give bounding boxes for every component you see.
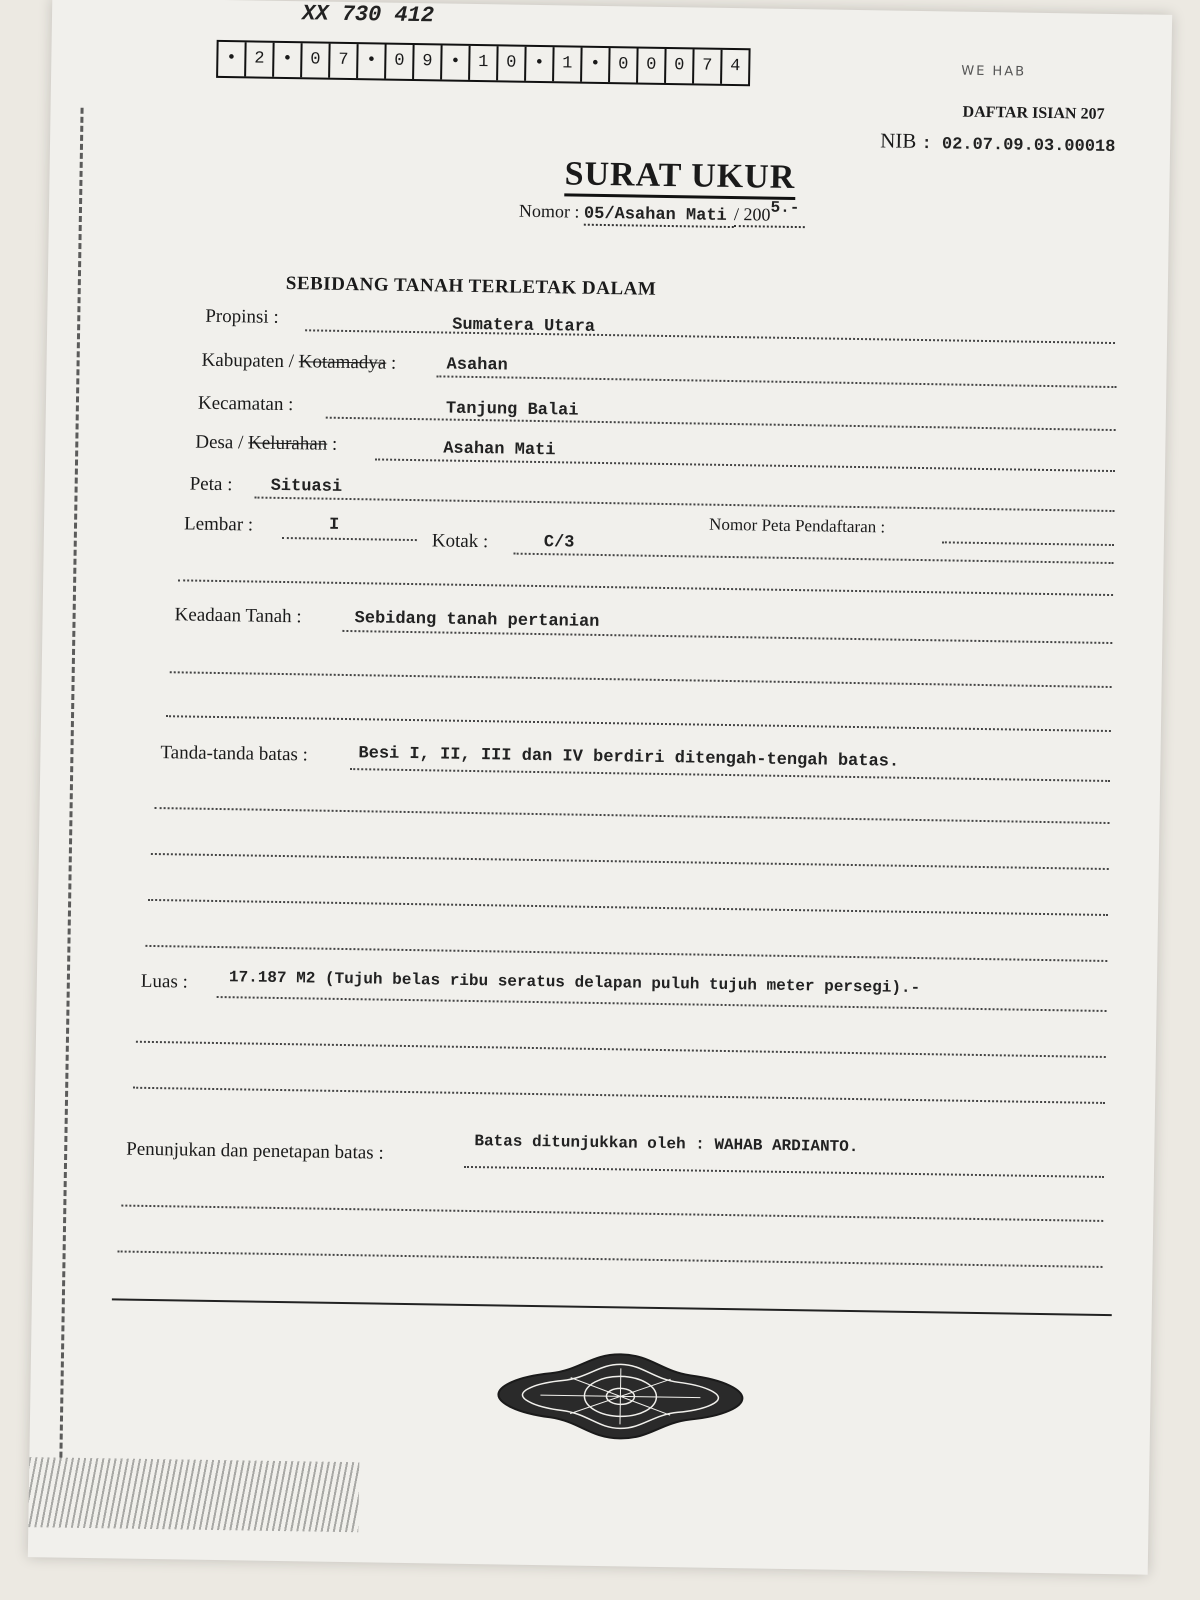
- nomor-year: [733, 198, 806, 228]
- blank-line-2: [170, 671, 1112, 688]
- kabupaten-line: [436, 375, 1116, 388]
- kecamatan-line: [326, 417, 1116, 431]
- desa-colon: :: [331, 433, 338, 455]
- handwritten-note: XX 730 412: [301, 1, 435, 29]
- luas-label: Luas :: [140, 970, 189, 993]
- document-title: SURAT UKUR: [564, 155, 795, 200]
- nomor-label: Nomor :: [518, 200, 580, 222]
- nib-box-cell: 9: [414, 45, 443, 79]
- tanda-label: Tanda-tanda batas :: [160, 742, 309, 766]
- lembar-value: I: [328, 515, 340, 535]
- nib-box-cell: •: [358, 44, 387, 78]
- document-page: [28, 0, 1172, 1575]
- ink-smudge: [28, 1457, 359, 1532]
- nib-value: : 02.07.09.03.00018: [921, 134, 1116, 158]
- nib-box-cell: 0: [302, 43, 331, 77]
- form-id: DAFTAR ISIAN 207: [962, 103, 1105, 123]
- nib-box-cell: •: [442, 45, 471, 79]
- closing-rule: [112, 1298, 1112, 1316]
- blank-line-10: [121, 1205, 1103, 1222]
- nib-box-cell: 0: [610, 48, 639, 82]
- desa-line: [375, 458, 1115, 472]
- kotak-value: C/3: [543, 533, 575, 553]
- nomor-peta-label: Nomor Peta Pendaftaran :: [708, 514, 886, 537]
- nib-box-cell: •: [526, 47, 555, 81]
- kecamatan-value: Tanjung Balai: [445, 399, 579, 421]
- nomor-year-suffix: 5.-: [770, 198, 800, 218]
- nib-box-cell: 4: [730, 56, 741, 77]
- nib-box-cell: 1: [470, 46, 499, 80]
- nomor-value: 05/Asahan Mati: [584, 205, 734, 228]
- penunjukan-line: [464, 1166, 1104, 1178]
- blank-line-11: [118, 1250, 1103, 1267]
- ornament-emblem: [490, 1346, 751, 1446]
- kabupaten-label-struck: Kotamadya: [298, 351, 387, 374]
- propinsi-value: Sumatera Utara: [452, 315, 596, 337]
- tanda-line: [350, 768, 1110, 782]
- nib-box-cell: •: [218, 42, 247, 76]
- nib-box-cell: 0: [386, 45, 415, 79]
- desa-value: Asahan Mati: [443, 439, 556, 461]
- nib-box-cell: 1: [554, 47, 583, 81]
- propinsi-label: Propinsi :: [205, 305, 279, 328]
- section-title: SEBIDANG TANAH TERLETAK DALAM: [285, 273, 657, 300]
- peta-label: Peta :: [189, 473, 233, 496]
- nib-box-cell: •: [274, 43, 303, 77]
- nib-label: NIB: [879, 128, 917, 153]
- desa-label: Desa /: [195, 431, 244, 454]
- penunjukan-label: Penunjukan dan penetapan batas :: [126, 1138, 384, 1164]
- keadaan-line: [342, 630, 1112, 644]
- blank-line-3: [166, 715, 1111, 732]
- lembar-label: Lembar :: [183, 513, 254, 536]
- corner-note: WE HAB: [961, 63, 1027, 80]
- blank-line-1: [178, 579, 1113, 596]
- nib-box-cell: •: [582, 48, 611, 82]
- luas-value: 17.187 M2 (Tujuh belas ribu seratus delapan puluh tujuh meter persegi).-: [228, 968, 921, 998]
- nib-line: [880, 128, 1116, 157]
- kabupaten-value: Asahan: [446, 355, 508, 376]
- kabupaten-label: Kabupaten /: [201, 349, 295, 373]
- peta-line: [254, 497, 1114, 513]
- nib-box-cell: 7: [694, 49, 723, 83]
- keadaan-value: Sebidang tanah pertanian: [354, 609, 600, 632]
- nib-box-cell: 2: [246, 42, 275, 76]
- blank-line-6: [148, 899, 1108, 916]
- keadaan-label: Keadaan Tanah :: [174, 604, 302, 628]
- blank-line-4: [155, 807, 1110, 824]
- blank-line-8: [136, 1041, 1106, 1058]
- kotak-line: [514, 553, 1114, 564]
- penunjukan-value: Batas ditunjukkan oleh : WAHAB ARDIANTO.: [474, 1132, 859, 1157]
- nib-box-cell: 0: [666, 49, 695, 83]
- binding-edge: [59, 108, 93, 1458]
- kecamatan-label: Kecamatan :: [197, 392, 294, 416]
- desa-label-row: [195, 432, 337, 456]
- lembar-line: [282, 537, 417, 541]
- kabupaten-colon: :: [390, 352, 397, 374]
- blank-line-5: [151, 853, 1109, 870]
- propinsi-line: [305, 329, 1115, 344]
- nomor-year-prefix: / 200: [733, 204, 771, 225]
- blank-line-7: [145, 945, 1107, 962]
- blank-line-9: [133, 1087, 1105, 1104]
- peta-value: Situasi: [270, 476, 343, 497]
- desa-label-struck: Kelurahan: [247, 432, 328, 455]
- nib-box-cell: 0: [638, 49, 667, 83]
- nib-box-cell: 7: [330, 44, 359, 78]
- nomor-peta-line: [942, 541, 1114, 546]
- nomor-line: [518, 198, 806, 229]
- luas-line: [217, 996, 1107, 1012]
- nib-number-boxes: [216, 40, 751, 86]
- kabupaten-label-row: [201, 350, 396, 375]
- tanda-value: Besi I, II, III dan IV berdiri ditengah-tengah batas.: [358, 744, 900, 772]
- nib-box-cell: 0: [498, 46, 527, 80]
- kotak-label: Kotak :: [431, 530, 489, 553]
